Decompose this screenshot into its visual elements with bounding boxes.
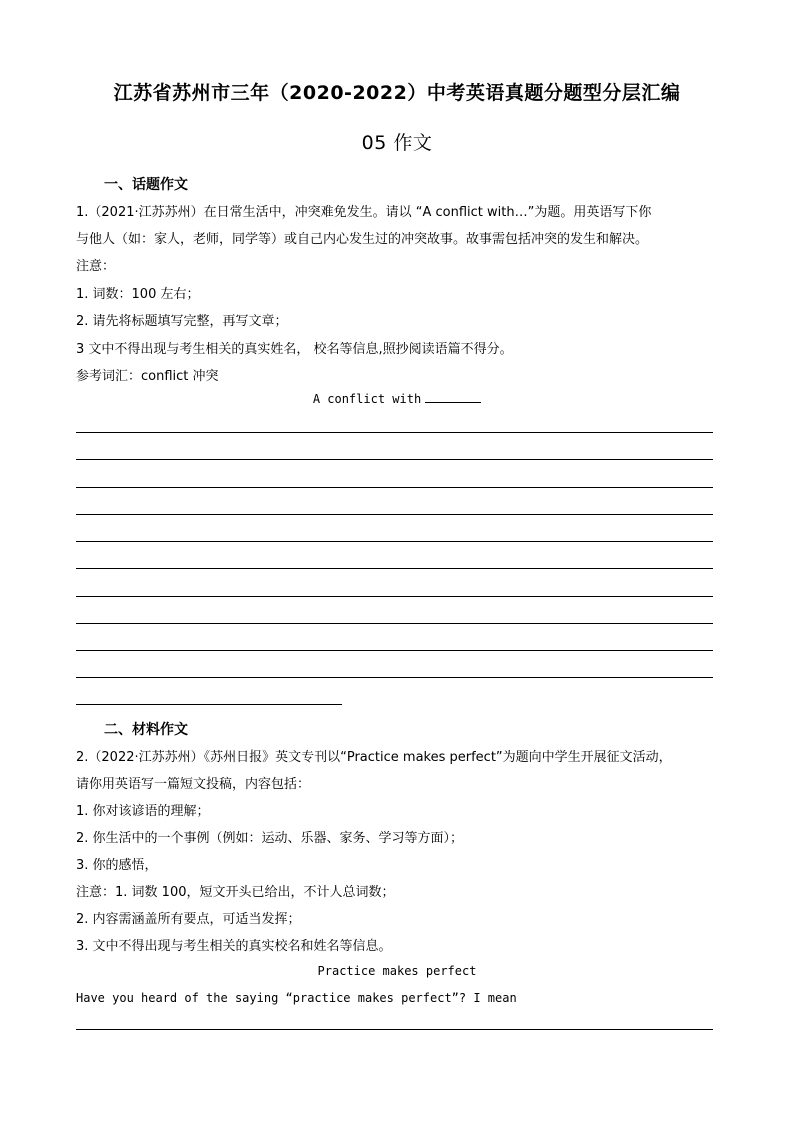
writing-line[interactable] [76,487,713,488]
q1-essay-title [0,392,794,406]
writing-line[interactable] [76,459,713,460]
q2-prompt-line1: 2.（2022·江苏苏州）《苏州日报》英文专刊以“Practice makes perfect”为题向中学生开展征文活动， [76,750,672,765]
q2-prompt-line2: 请你用英语写一篇短文投稿，内容包括： [76,777,311,792]
document-title: 江苏省苏州市三年（2020-2022）中考英语真题分题型分层汇编 [113,82,681,104]
q1-vocab: 参考词汇：conflict 冲突 [76,369,219,384]
q2-note-1: 注意：1. 词数 100，短文开头已给出，不计人总词数； [76,885,395,900]
writing-line[interactable] [76,432,713,433]
q1-note-2: 2. 请先将标题填写完整，再写文章； [76,314,288,329]
writing-line[interactable] [76,514,713,515]
q1-prompt-line1: 1.（2021·江苏苏州）在日常生活中，冲突难免发生。请以 “A conflict with…”为题。用英语写下你 [76,205,652,220]
section2-heading: 二、材料作文 [104,722,188,738]
q2-item-1: 1. 你对该谚语的理解； [76,804,210,819]
document-subtitle: 05 作文 [361,132,433,154]
q1-essay-title-text: A conflict with [312,392,422,406]
writing-line[interactable] [76,1029,713,1030]
writing-line[interactable] [76,650,713,651]
writing-line[interactable] [76,704,342,705]
writing-line[interactable] [76,623,713,624]
q1-prompt-line2: 与他人（如：家人，老师，同学等）或自己内心发生过的冲突故事。故事需包括冲突的发生和解决。 [76,232,649,247]
q2-note-2: 2. 内容需涵盖所有要点，可适当发挥； [76,912,301,927]
q1-note-label: 注意： [76,259,116,274]
q2-essay-start: Have you heard of the saying “practice makes perfect”? I mean [76,991,517,1005]
q2-essay-title: Practice makes perfect [317,964,477,978]
q1-note-3: 3 文中不得出现与考生相关的真实姓名， 校名等信息,照抄阅读语篇不得分。 [76,342,513,357]
writing-line[interactable] [76,568,713,569]
writing-line[interactable] [76,541,713,542]
q2-note-3: 3. 文中不得出现与考生相关的真实校名和姓名等信息。 [76,939,392,954]
section1-heading: 一、话题作文 [104,177,188,193]
writing-line[interactable] [76,596,713,597]
q1-note-1: 1. 词数：100 左右； [76,287,200,302]
q2-item-2: 2. 你生活中的一个事例（例如：运动、乐器、家务、学习等方面）； [76,831,464,846]
q2-item-3: 3. 你的感悟， [76,858,158,873]
writing-line[interactable] [76,677,713,678]
title-blank[interactable] [425,392,481,403]
